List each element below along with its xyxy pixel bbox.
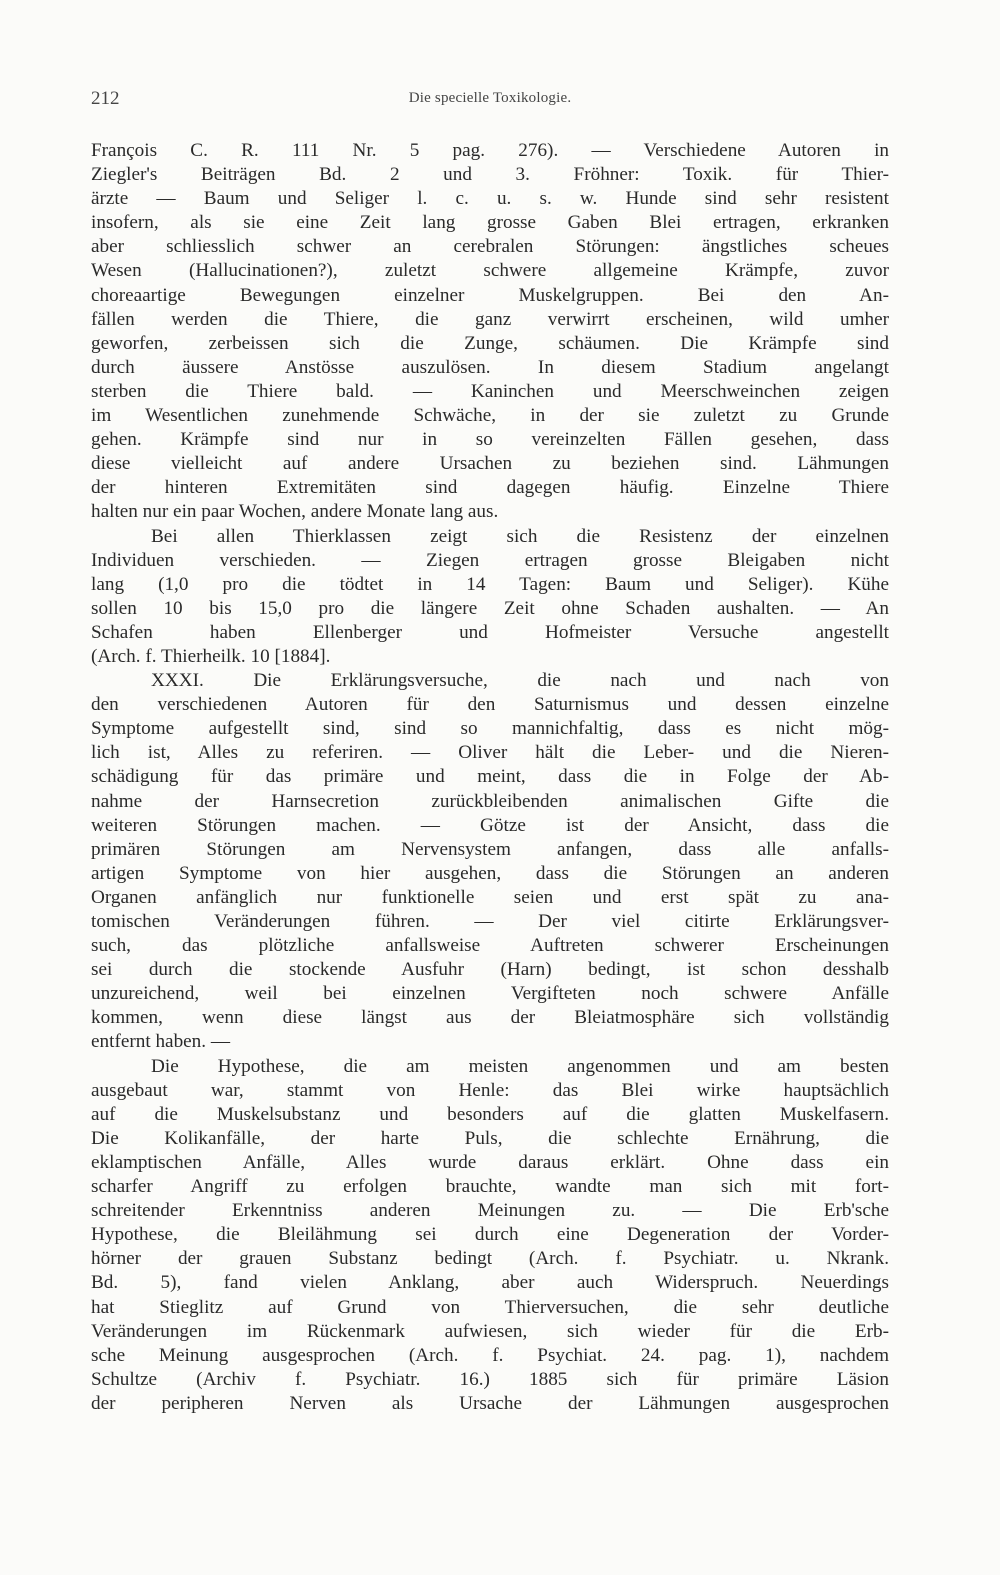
text-line: artigen Symptome von hier ausgehen, dass die Störungen an anderen (91, 862, 889, 884)
text-line: such, das plötzliche anfallsweise Auftreten schwerer Erscheinungen (91, 935, 889, 957)
text-line: halten nur ein paar Wochen, andere Monate lang aus. (91, 501, 499, 523)
page-number: 212 (91, 88, 120, 109)
text-line: entfernt haben. — (91, 1031, 231, 1053)
text-line: Organen anfänglich nur funktionelle seien und erst spät zu ana- (91, 886, 889, 908)
text-line: sche Meinung ausgesprochen (Arch. f. Psychiat. 24. pag. 1), nachdem (91, 1344, 889, 1366)
text-line: François C. R. 111 Nr. 5 pag. 276). — Verschiedene Autoren in (91, 140, 889, 161)
text-line: Wesen (Hallucinationen?), zuletzt schwere allgemeine Krämpfe, zuvor (91, 260, 889, 282)
text-line: Symptome aufgestellt sind, sind so mannichfaltig, dass es nicht mög- (91, 718, 889, 740)
text-line: scharfer Angriff zu erfolgen brauchte, wandte man sich mit fort- (91, 1176, 889, 1198)
text-line: ärzte — Baum und Seliger l. c. u. s. w. Hunde sind sehr resistent (91, 188, 889, 210)
running-title: Die specielle Toxikologie. (408, 90, 572, 106)
text-line: der peripheren Nerven als Ursache der Lähmungen ausgesprochen (91, 1392, 889, 1414)
text-line: lich ist, Alles zu referiren. — Oliver hält die Leber- und die Nieren- (91, 742, 889, 764)
text-line: sei durch die stockende Ausfuhr (Harn) bedingt, ist schon desshalb (91, 959, 889, 981)
text-line: durch äussere Anstösse auszulösen. In diesem Stadium angelangt (91, 356, 889, 378)
text-line: choreaartige Bewegungen einzelner Muskelgruppen. Bei den An- (91, 284, 889, 306)
text-line: tomischen Veränderungen führen. — Der viel citirte Erklärungsver- (91, 911, 889, 932)
text-line: im Wesentlichen zunehmende Schwäche, in der sie zuletzt zu Grunde (91, 405, 889, 427)
text-line: auf die Muskelsubstanz und besonders auf die glatten Muskelfasern. (91, 1103, 889, 1125)
page-header (91, 88, 889, 112)
text-line: lang (1,0 pro die tödtet in 14 Tagen: Baum und Seliger). Kühe (91, 573, 889, 595)
text-line: sterben die Thiere bald. — Kaninchen und Meerschweinchen zeigen (91, 380, 889, 402)
text-line: kommen, wenn diese längst aus der Bleiatmosphäre sich vollständig (91, 1007, 889, 1029)
text-line: Ziegler's Beiträgen Bd. 2 und 3. Fröhner: Toxik. für Thier- (91, 164, 889, 186)
text-line: insofern, als sie eine Zeit lang grosse Gaben Blei ertragen, erkranken (91, 212, 889, 234)
text-line: der hinteren Extremitäten sind dagegen häufig. Einzelne Thiere (91, 477, 889, 499)
text-line: hörner der grauen Substanz bedingt (Arch. f. Psychiatr. u. Nkrank. (91, 1248, 889, 1270)
text-line: sollen 10 bis 15,0 pro die längere Zeit ohne Schaden aushalten. — An (91, 597, 889, 619)
text-line: XXXI. Die Erklärungsversuche, die nach und nach von (151, 670, 889, 692)
text-line: Die Kolikanfälle, der harte Puls, die schlechte Ernährung, die (91, 1127, 889, 1149)
text-line: gehen. Krämpfe sind nur in so vereinzelten Fällen gesehen, dass (91, 429, 889, 451)
text-line: Bei allen Thierklassen zeigt sich die Resistenz der einzelnen (151, 525, 889, 547)
text-line: primären Störungen am Nervensystem anfangen, dass alle anfalls- (91, 838, 889, 860)
text-line: weiteren Störungen machen. — Götze ist der Ansicht, dass die (91, 814, 889, 836)
text-line: Die Hypothese, die am meisten angenommen und am besten (151, 1055, 889, 1077)
text-line: schreitender Erkenntniss anderen Meinungen zu. — Die Erb'sche (91, 1200, 889, 1222)
text-line: Individuen verschieden. — Ziegen ertragen grosse Bleigaben nicht (91, 549, 889, 571)
text-line: Veränderungen im Rückenmark aufwiesen, sich wieder für die Erb- (91, 1320, 889, 1342)
text-line: den verschiedenen Autoren für den Saturnismus und dessen einzelne (91, 694, 889, 716)
text-line: diese vielleicht auf andere Ursachen zu beziehen sind. Lähmungen (91, 453, 889, 475)
text-line: nahme der Harnsecretion zurückbleibenden animalischen Gifte die (91, 790, 889, 812)
text-line: aber schliesslich schwer an cerebralen Störungen: ängstliches scheues (91, 236, 889, 258)
text-line: eklamptischen Anfälle, Alles wurde daraus erklärt. Ohne dass ein (91, 1151, 889, 1173)
text-line: fällen werden die Thiere, die ganz verwirrt erscheinen, wild umher (91, 308, 889, 330)
text-line: Schafen haben Ellenberger und Hofmeister Versuche angestellt (91, 621, 889, 643)
text-line: Hypothese, die Bleilähmung sei durch eine Degeneration der Vorder- (91, 1224, 889, 1246)
text-line: hat Stieglitz auf Grund von Thierversuchen, die sehr deutliche (91, 1296, 889, 1318)
text-line: Schultze (Archiv f. Psychiatr. 16.) 1885 sich für primäre Läsion (91, 1368, 889, 1390)
text-line: geworfen, zerbeissen sich die Zunge, schäumen. Die Krämpfe sind (91, 332, 889, 354)
text-line: schädigung für das primäre und meint, dass die in Folge der Ab- (91, 766, 889, 788)
text-line: unzureichend, weil bei einzelnen Vergifteten noch schwere Anfälle (91, 983, 889, 1005)
text-line: ausgebaut war, stammt von Henle: das Blei wirke hauptsächlich (91, 1079, 889, 1101)
text-line: (Arch. f. Thierheilk. 10 [1884]. (91, 645, 331, 667)
text-line: Bd. 5), fand vielen Anklang, aber auch Widerspruch. Neuerdings (91, 1272, 889, 1294)
body-text (91, 139, 889, 1416)
